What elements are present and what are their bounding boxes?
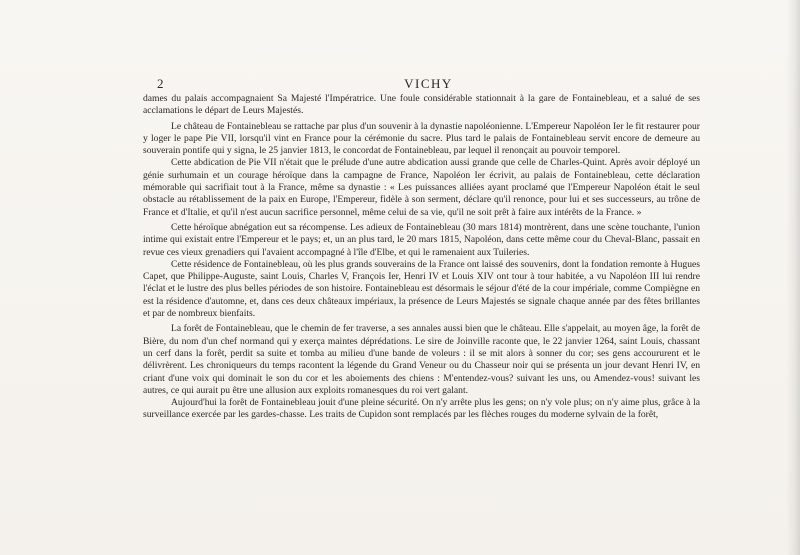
paragraph: Cette héroïque abnégation eut sa récompense. Les adieux de Fontainebleau (30 mars 1814) montrèrent, dans une scène touchante, l'union intime qui existait entre l'Empereur et le pays; et, un an plus tard, le 20 mars 1815, Napoléon, dans cette même cour du Cheval-Blanc, passait en revue ces vieux grenadiers qui l'avaient accompagné à l'île d'Elbe, et qui le ramenaient aux Tuileries. [143,221,700,258]
paragraph: La forêt de Fontainebleau, que le chemin de fer traverse, a ses annales aussi bien que le château. Elle s'appelait, au moyen âge, la forêt de Bière, du nom d'un chef normand qui y exerça maintes déprédations. Le sire de Joinville raconte que, le 22 janvier 1264, saint Louis, chassant un cerf dans la forêt, perdit sa suite et tomba au milieu d'une bande de voleurs : il se mit alors à sonner du cor; ses gens accoururent et le délivrèrent. Les chroniqueurs du temps racontent la légende du Grand Veneur ou du Chasseur noir qui se présenta un jour devant Henri IV, en criant d'une voix qui dominait le son du cor et les aboiements des chiens : M'entendez-vous? suivant les uns, ou Amendez-vous! suivant les autres, ce qui aurait pu être une allusion aux exploits romanesques du roi vert galant. [143,323,700,396]
page-header [157,76,700,92]
paragraph: Cette résidence de Fontainebleau, où les plus grands souverains de la France ont laissé des souvenirs, dont la fondation remonte à Hugues Capet, que Philippe-Auguste, saint Louis, Charles V, François Ier, Henri IV et Louis XIV ont tour à tour habitée, a vu Napoléon III lui rendre l'éclat et le lustre des plus belles périodes de son histoire. Fontainebleau est désormais le séjour d'été de la cour impériale, comme Compiègne en est la résidence d'automne, et, dans ces deux châteaux impériaux, la présence de Leurs Majestés se signale chaque année par des fêtes brillantes et par de nombreux bienfaits. [143,258,700,320]
paragraph: Le château de Fontainebleau se rattache par plus d'un souvenir à la dynastie napoléonienne. L'Empereur Napoléon Ier le fit restaurer pour y loger le pape Pie VII, lorsqu'il vint en France pour la cérémonie du sacre. Plus tard le palais de Fontainebleau servit encore de demeure au souverain pontife qui y signa, le 25 janvier 1813, le concordat de Fontainebleau, par lequel il renonçait au pouvoir temporel. [143,120,700,157]
running-title: VICHY [404,76,453,91]
body-text [143,93,700,422]
paragraph: Cette abdication de Pie VII n'était que le prélude d'une autre abdication aussi grande que celle de Charles-Quint. Après avoir déployé un génie surhumain et un courage héroïque dans la campagne de France, Napoléon Ier écrivit, au palais de Fontainebleau, cette déclaration mémorable qui sacrifiait tout à la France, même sa dynastie : « Les puissances alliées ayant proclamé que l'Empereur Napoléon était le seul obstacle au rétablissement de la paix en Europe, l'Empereur, fidèle à son serment, déclare qu'il renonce, pour lui et ses successeurs, au trône de France et d'Italie, et qu'il n'est aucun sacrifice personnel, même celui de sa vie, qu'il ne soit prêt à faire aux intérêts de la France. » [143,157,700,218]
page-edge-shadow [786,0,800,555]
page-number: 2 [157,76,164,91]
paragraph: Aujourd'hui la forêt de Fontainebleau jouit d'une pleine sécurité. On n'y arrête plus les gens; on n'y vole plus; on n'y aime plus, grâce à la surveillance exercée par les gardes-chasse. Les traits de Cupidon sont remplacés par les flèches rouges du moderne sylvain de la forêt, [143,397,700,421]
paragraph-continued: dames du palais accompagnaient Sa Majesté l'Impératrice. Une foule considérable stationnait à la gare de Fontainebleau, et a salué de ses acclamations le départ de Leurs Majestés. [143,93,700,117]
